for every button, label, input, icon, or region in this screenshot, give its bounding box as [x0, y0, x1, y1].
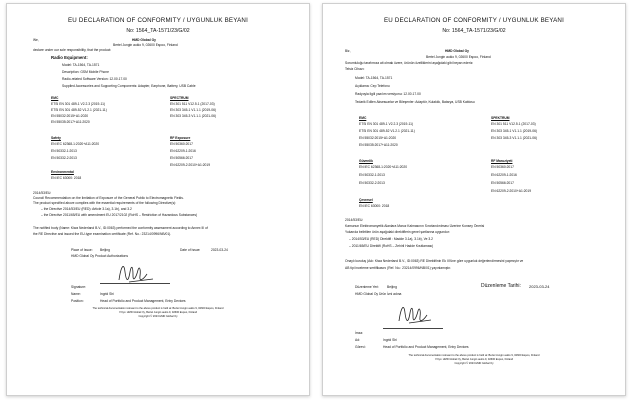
product-description: Açıklama: Cep Telefonu [355, 84, 390, 88]
emc-standard: ETSI EN 301 489-52 V1.2.1 (2021-11) [51, 108, 107, 112]
directive-item: – the Directive 2014/53/EU (RED): Article 3.1a), 3.1b), and 3.2 [41, 207, 132, 211]
safety-standard: EN IEC 62368-1:2020+A11:2020 [359, 165, 408, 169]
place-of-issue-label: Düzenleme Yeri: [355, 285, 380, 289]
rf-standard: EN 50360:2017 [491, 165, 514, 169]
spectrum-standard: EN 303 345-3 V1.1.1 (2021-06) [491, 136, 538, 140]
directive-item: – 2014/53/EU (RED) Direktifi : Madde 3.1a), 3.1b), Ve 3.2 [349, 237, 433, 241]
on-behalf-of: HMD Global Oy Ürün İzni adına [355, 292, 402, 296]
safety-heading: Safety [51, 136, 61, 140]
radio-equipment-heading: Radio Equipment: [51, 55, 88, 60]
declaration-statement: declare under our sole responsibility, that the product: [33, 48, 112, 52]
handwritten-signature [395, 299, 435, 329]
rf-standard: EN 62209-2:2010+A1:2019 [170, 163, 211, 167]
directive-item: – 2011/65/EU Direktifi (RoHS – Zehirli Hadde Kısıtlaması) [349, 244, 434, 248]
date-of-issue-value: 2023-03-24 [211, 248, 228, 252]
directive-reference: 2014/53/EU: [33, 191, 52, 195]
name-label: Name: [71, 292, 81, 296]
spectrum-standard: EN 303 345-1 V1.1.1 (2019-06) [491, 129, 538, 133]
place-of-issue-value: Beijing [387, 285, 397, 289]
safety-standard: EN IEC 62368-1:2020+A11:2020 [51, 142, 100, 146]
document-number: No: 1564_TA-1571/23/G/02 [126, 28, 190, 34]
software-version: Radyoyla ilgili yazılım versiyonu: 12.00.17.00 [355, 92, 421, 96]
rf-standard: EN 62209-1:2016 [170, 149, 196, 153]
name-label: Ad: [355, 338, 360, 342]
spectrum-heading: SPEKTRUM [491, 116, 510, 120]
emc-standard: EN 55035:2017+A11:2020 [359, 143, 398, 147]
emc-heading: EMC [51, 96, 59, 100]
date-of-issue-label: Date of Issue: [180, 248, 201, 252]
safety-standard: EN 50332-1:2013 [51, 149, 77, 153]
footer-note: The technical documentation relevant to the above product is held at: Bertel Jungin aukio 9, 02600 Espoo, Finland [92, 307, 224, 310]
company-name: HMD Global Oy [132, 38, 156, 42]
emc-standard: EN 55035:2017+A11:2020 [51, 120, 90, 124]
company-address: Bertel Jungin aukio 9, 02600 Espoo, Finland [426, 55, 491, 59]
rf-standard: EN 62209-1:2016 [491, 173, 517, 177]
compliance-statement: Yukarıda belirtilen ürün aşağıdaki direktiflerin genel şartlarına uygundur: [345, 230, 450, 234]
environmental-standard: EN IEC 63000: 2018 [51, 176, 82, 180]
declaration-page-turkish [322, 3, 626, 396]
supplied-accessories: Supplied Accessories and Supporting Components: Adapter, Earphone, Battery, USB Cable [62, 84, 196, 88]
signature-label: Signature: [71, 285, 87, 289]
rf-standard: EN 62209-2:2010+A1:2019 [491, 189, 532, 193]
spectrum-standard: EN 301 511 V12.5.1 (2017-03) [491, 122, 536, 126]
document-number: No: 1564_TA-1571/23/G/02 [442, 28, 506, 34]
signatory-position: Head of Portfolio and Product Management, Entry Devices [100, 299, 186, 303]
safety-heading: Güvenlik [359, 159, 373, 163]
council-recommendation: Council Recommendation on the limitation of Exposure of the General Public to Electromagnetic Fields. [33, 196, 184, 200]
emc-standard: ETSI EN 301 489-1 V2.2.3 (2019-11) [359, 122, 414, 126]
signature-label: İmza: [355, 331, 364, 335]
software-version: Radio-related Software Version: 12.00.17.00 [62, 77, 127, 81]
place-of-issue-label: Place of Issue: [71, 248, 93, 252]
signatory-name: Ingrid Shi [100, 292, 114, 296]
footer-note: Yritys: HMD Global Oy, Bertel Jungin aukio 9, 02600 Espoo, Finland [118, 311, 198, 314]
emc-standard: ETSI EN 301 489-52 V1.2.1 (2021-11) [359, 129, 415, 133]
rf-standard: EN 50566:2017 [170, 156, 193, 160]
rf-standard: EN 50566:2017 [491, 181, 514, 185]
directive-reference: 2014/53/EU: [345, 218, 364, 222]
position-label: Position: [71, 299, 84, 303]
notified-body-statement: AB tipi inceleme sertifikasını (Ref. No.: 23214/0996/NB/01) yayınlamıştır. [345, 266, 452, 270]
signature-line [100, 283, 170, 284]
on-behalf-of: HMD Global Oy Product Authorizations [71, 254, 128, 258]
company-name: HMD Global Oy [445, 49, 469, 53]
spectrum-heading: SPECTRUM [170, 96, 189, 100]
council-recommendation: Kamunun Elektromanyetik Alanlara Maruz Kalmasının Sınırlandırılması Üzerine Konsey Önerisi [345, 224, 485, 228]
declaration-statement: Sorumluluğu tarafımıza ait olmak üzere, ürünün özelliklerini aşağıdaki gibi beyan ederiz: [345, 61, 474, 65]
declaration-page-english [6, 3, 310, 396]
we-label: We, [33, 38, 39, 42]
spectrum-standard: EN 303 345-1 V1.1.1 (2019-06) [170, 108, 217, 112]
footer-note: Yritys: HMD Global Oy, Bertel Jungin aukio 9, 02600 Espoo, Finland [434, 358, 514, 361]
footer-copyright: Copyright © 2023 HMD Global Oy [138, 315, 178, 318]
product-description: Description: GSM Mobile Phone [62, 70, 109, 74]
signatory-position: Head of Portfolio and Product Management, Entry Devices [383, 345, 469, 349]
product-model: Model: TA-1564, TA-1571 [355, 76, 393, 80]
safety-standard: EN 50332-1:2013 [359, 173, 385, 177]
footer-note: The technical documentation relevant to the above product is held at: Bertel Jungin aukio 9, 02600 Espoo, Finland [408, 354, 540, 357]
emc-standard: EN 55032:2015+A1:2020 [359, 136, 397, 140]
date-of-issue-label: Düzenleme Tarihi: [481, 283, 521, 289]
compliance-statement: The product specified above complies with the essential requirements of the following Directive(s): [33, 201, 177, 205]
we-label: Biz, [345, 49, 351, 53]
safety-standard: EN 50332-2:2013 [359, 181, 385, 185]
environmental-heading: Environmental [51, 170, 74, 174]
emc-heading: EMC [359, 116, 367, 120]
safety-standard: EN 50332-2:2013 [51, 156, 77, 160]
directive-item: – the Directive 2011/65/EU with amendment EU 2017/2102 (RoHS – Restriction of Hazardous Substances) [41, 213, 198, 217]
spectrum-standard: EN 303 345-3 V1.1.1 (2021-06) [170, 114, 217, 118]
notified-body-statement: Onaylı kuruluş (Adı: Kiwa Nederland B.V., ID:0063) RE Direktifinin Ek III'üne göre uygunluk değerlendirmesini yapmıştır ve [345, 259, 524, 263]
spectrum-standard: EN 301 511 V12.5.1 (2017-03) [170, 102, 215, 106]
emc-standard: ETSI EN 301 489-1 V2.2.3 (2019-11) [51, 102, 106, 106]
notified-body-statement: the RE Directive and issued the EU-type examination certificate (Ref. No.: 23214/0996/NB/01). [33, 232, 172, 236]
company-address: Bertel Jungin aukio 9, 02600 Espoo, Finland [113, 43, 178, 47]
radio-equipment-heading: Telsiz Cihazı: [345, 67, 365, 71]
rf-exposure-heading: RF Exposure [170, 136, 191, 140]
document-title: EU DECLARATION OF CONFORMITY / UYGUNLUK BEYANI [383, 17, 565, 24]
emc-standard: EN 55032:2015+A1:2020 [51, 114, 89, 118]
environmental-standard: EN IEC 63000: 2018 [359, 204, 390, 208]
rf-standard: EN 50360:2017 [170, 142, 193, 146]
signature-line [383, 328, 443, 329]
notified-body-statement: The notified body (Name: Kiwa Nederland B.V., ID:0063) performed the conformity assessment according to Annex III of [33, 226, 208, 230]
position-label: Görevi: [355, 345, 366, 349]
footer-copyright: Copyright © 2023 HMD Global Oy [454, 362, 494, 365]
place-of-issue-value: Beijing [100, 248, 110, 252]
document-title: EU DECLARATION OF CONFORMITY / UYGUNLUK BEYANI [67, 17, 249, 24]
supplied-accessories: Tedarik Edilen Aksesuarlar ve Bileşenler: Adaptör, Kulaklık, Batarya, USB Kablosu [355, 100, 475, 104]
product-model: Model: TA-1564, TA-1571 [62, 63, 100, 67]
signatory-name: Ingrid Shi [383, 338, 397, 342]
rf-exposure-heading: RF Maruziyeti [491, 159, 513, 163]
environmental-heading: Çevresel [359, 198, 373, 202]
date-of-issue-value: 2023-03-24 [529, 284, 550, 289]
